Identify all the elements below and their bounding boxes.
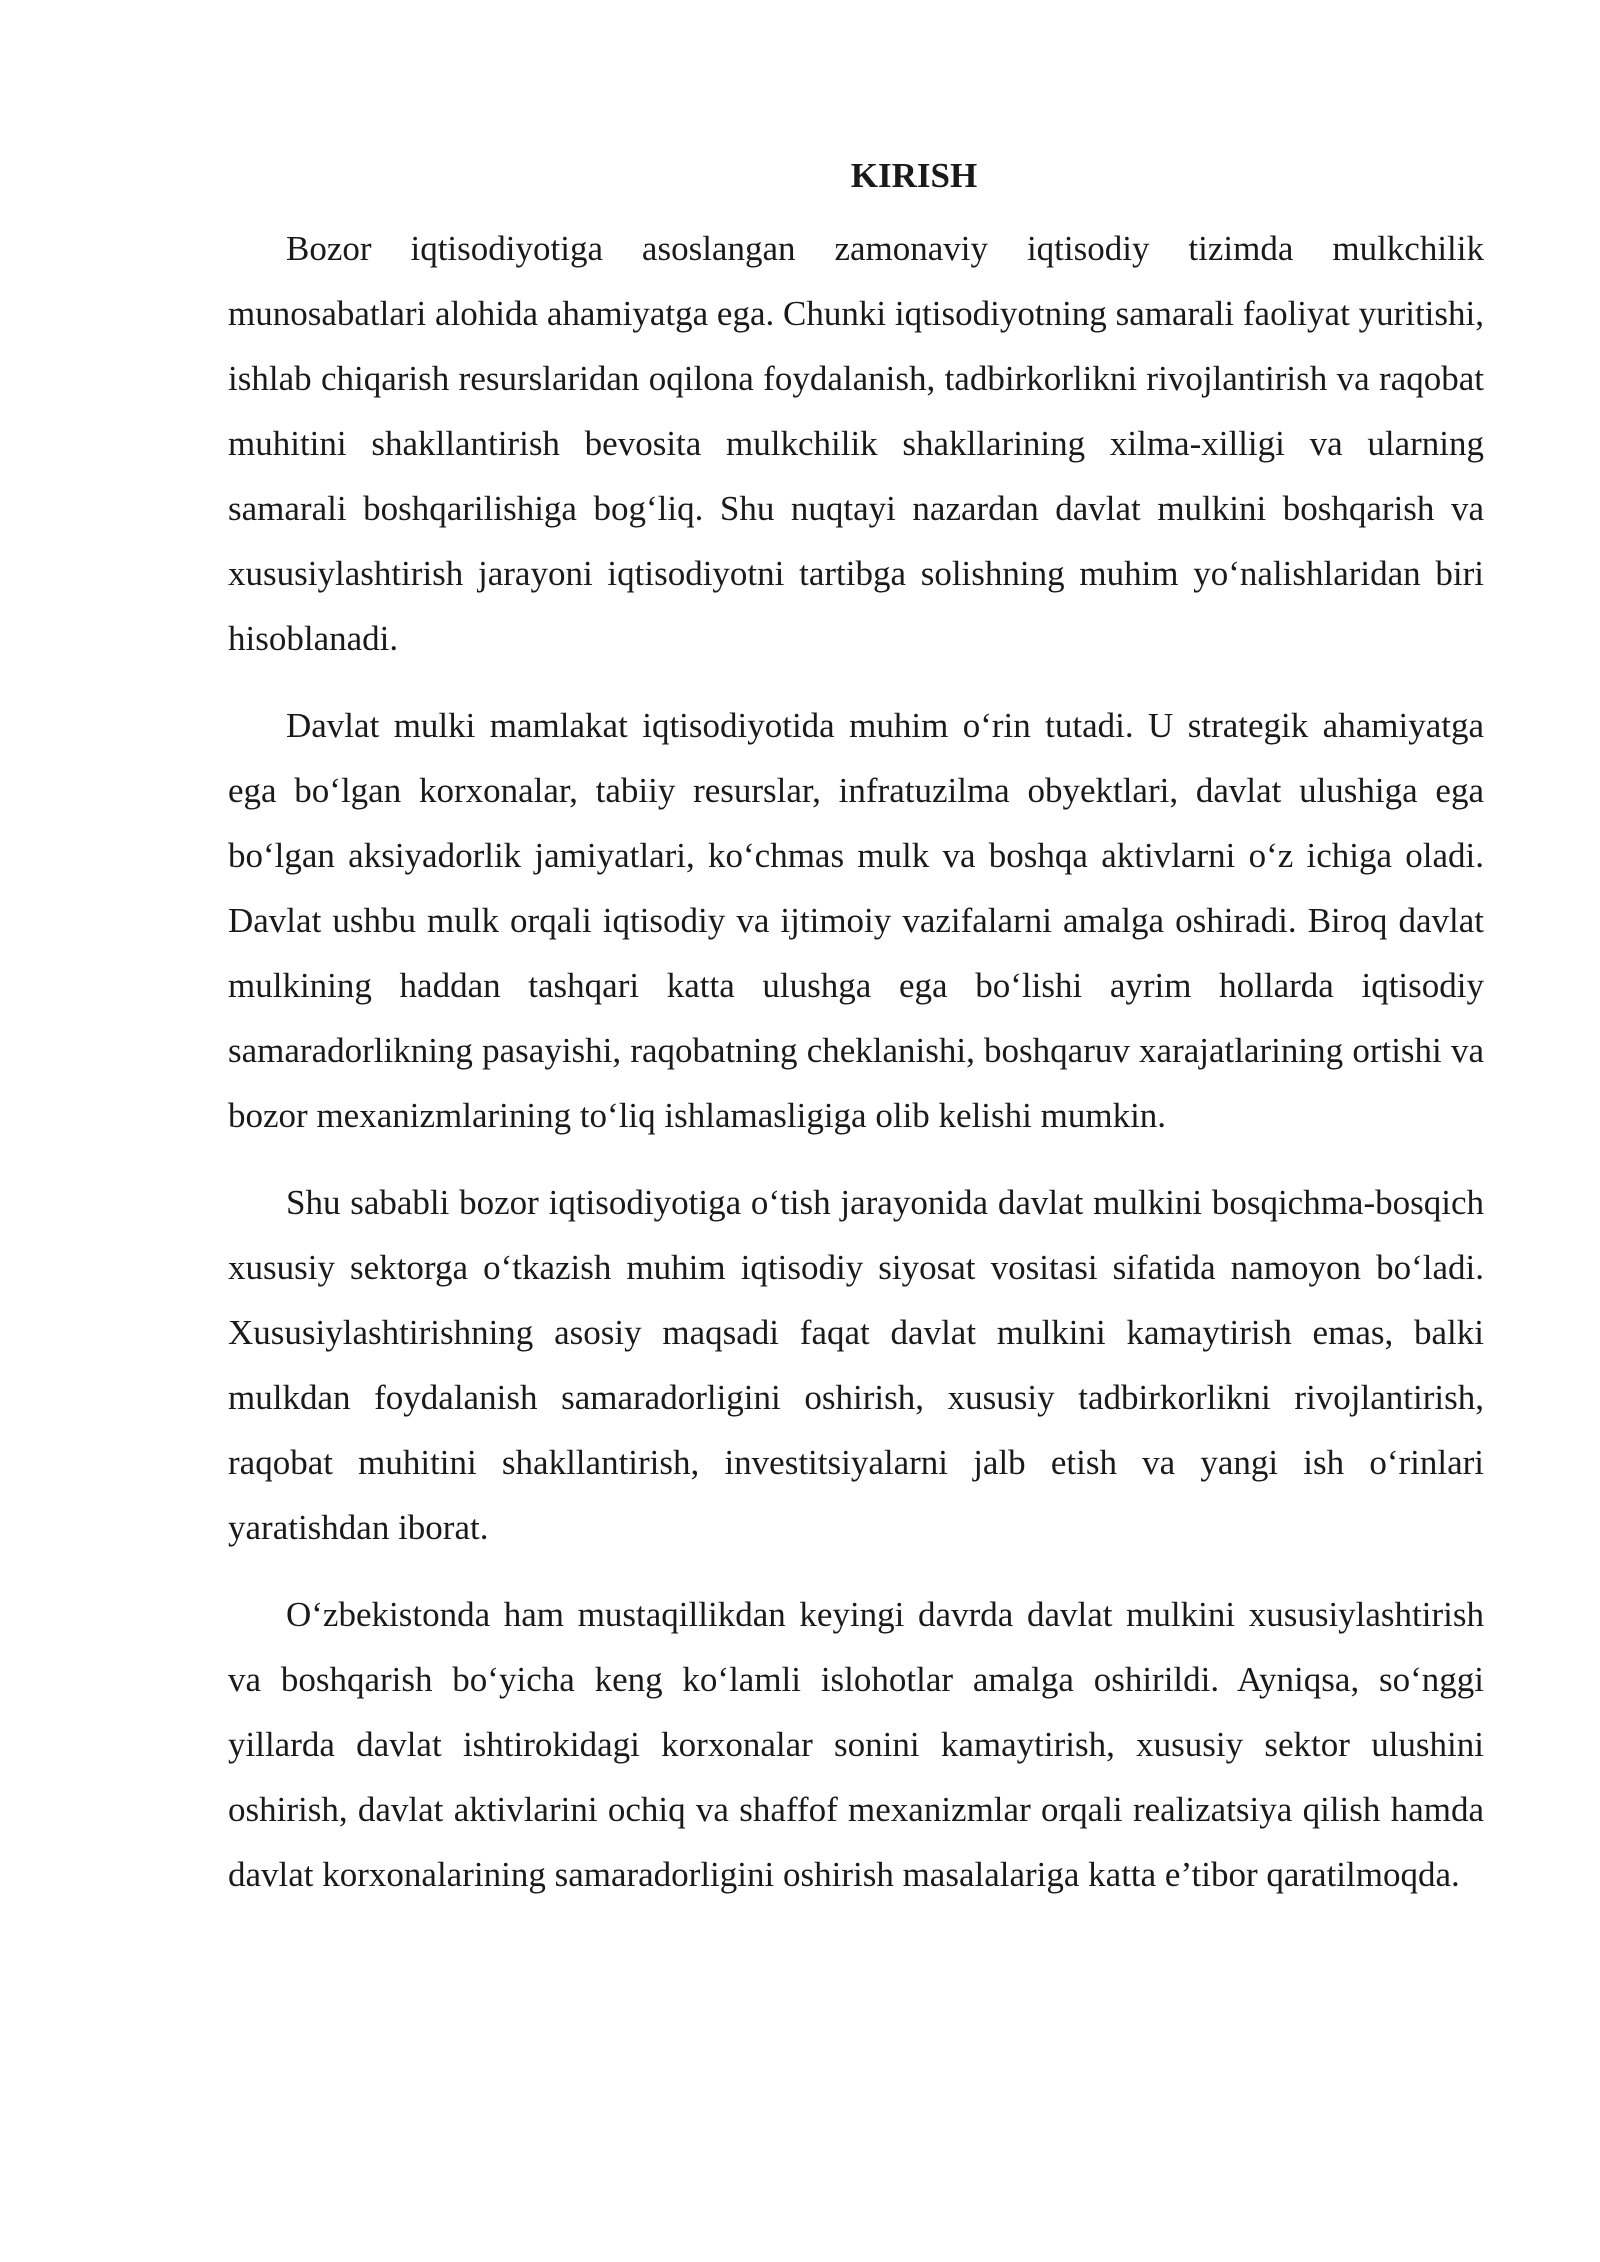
paragraph-2: Davlat mulki mamlakat iqtisodiyotida muhim o‘rin tutadi. U strategik ahamiyatga ega bo‘lgan korxonalar, tabiiy resurslar, infratuzilma obyektlari, davlat ulushiga ega bo‘lgan aksiyadorlik jamiyatlari, ko‘chmas mulk va boshqa aktivlarni o‘z ichiga oladi. Davlat ushbu mulk orqali iqtisodiy va ijtimoiy vazifalarni amalga oshiradi. Biroq davlat mulkining haddan tashqari katta ulushga ega bo‘lishi ayrim hollarda iqtisodiy samaradorlikning pasayishi, raqobatning cheklanishi, boshqaruv xarajatlarining ortishi va bozor mexanizmlarining to‘liq ishlamasligiga olib kelishi mumkin.	[228, 706, 1484, 1135]
paragraph-4: O‘zbekistonda ham mustaqillikdan keyingi davrda davlat mulkini xususiylashtirish va boshqarish bo‘yicha keng ko‘lamli islohotlar amalga oshirildi. Ayniqsa, so‘nggi yillarda davlat ishtirokidagi korxonalar sonini kamaytirish, xususiy sektor ulushini oshirish, davlat aktivlarini ochiq va shaffof mexanizmlar orqali realizatsiya qilish hamda davlat korxonalarining samaradorligini oshirish masalalariga katta e’tibor qaratilmoqda.	[228, 1595, 1484, 1894]
section-heading: KIRISH	[850, 156, 978, 195]
document-body	[228, 148, 1484, 1929]
paragraph-3: Shu sababli bozor iqtisodiyotiga o‘tish jarayonida davlat mulkini bosqichma-bosqich xususiy sektorga o‘tkazish muhim iqtisodiy siyosat vositasi sifatida namoyon bo‘ladi. Xususiylashtirishning asosiy maqsadi faqat davlat mulkini kamaytirish emas, balki mulkdan foydalanish samaradorligini oshirish, xususiy tadbirkorlikni rivojlantirish, raqobat muhitini shakllantirish, investitsiyalarni jalb etish va yangi ish o‘rinlari yaratishdan iborat.	[228, 1183, 1484, 1547]
paragraph-1: Bozor iqtisodiyotiga asoslangan zamonaviy iqtisodiy tizimda mulkchilik munosabatlari alohida ahamiyatga ega. Chunki iqtisodiyotning samarali faoliyat yuritishi, ishlab chiqarish resurslaridan oqilona foydalanish, tadbirkorlikni rivojlantirish va raqobat muhitini shakllantirish bevosita mulkchilik shakllarining xilma-xilligi va ularning samarali boshqarilishiga bog‘liq. Shu nuqtayi nazardan davlat mulkini boshqarish va xususiylashtirish jarayoni iqtisodiyotni tartibga solishning muhim yo‘nalishlaridan biri hisoblanadi.	[228, 229, 1484, 658]
